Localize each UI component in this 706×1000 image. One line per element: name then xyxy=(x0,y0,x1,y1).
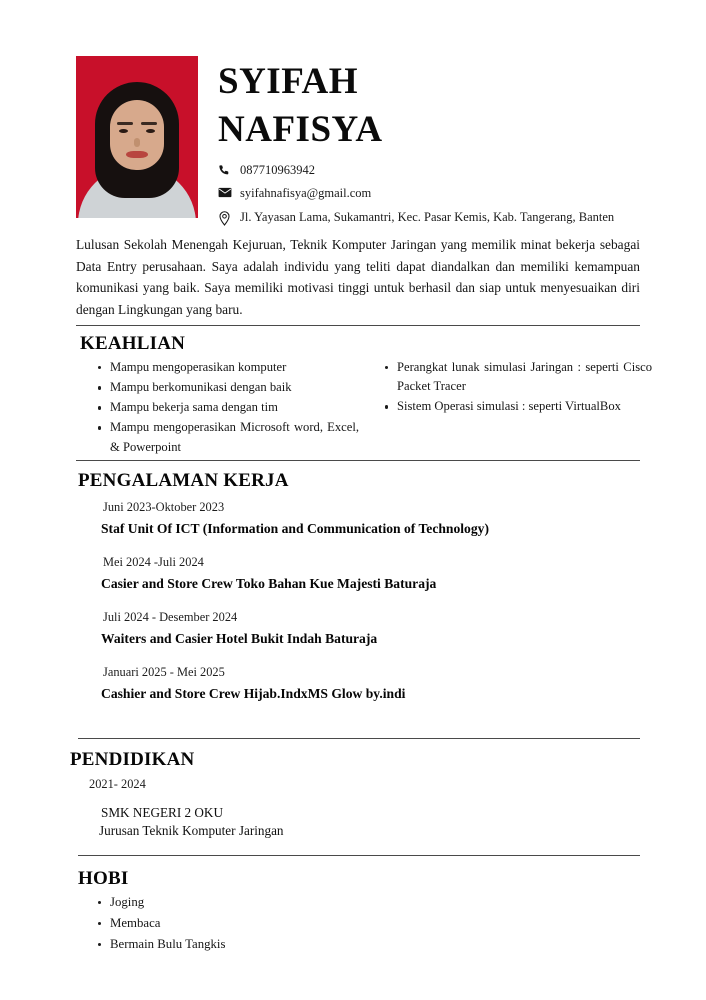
photo-eye-right xyxy=(146,129,155,133)
candidate-first-name: SYIFAH xyxy=(218,61,359,102)
list-item: Mampu mengoperasikan Microsoft word, Excel, & Powerpoint xyxy=(110,418,359,456)
divider-experience xyxy=(76,460,640,461)
candidate-last-name: NAFISYA xyxy=(218,109,383,151)
experience-date: Januari 2025 - Mei 2025 xyxy=(103,665,225,679)
list-item: Mampu berkomunikasi dengan baik xyxy=(110,378,359,397)
experience-item xyxy=(101,555,641,592)
experience-item xyxy=(101,665,641,702)
list-item: Joging xyxy=(110,893,476,913)
education-school: SMK NEGERI 2 OKU xyxy=(101,805,223,820)
header-text-block xyxy=(218,56,642,232)
section-heading-skills: KEAHLIAN xyxy=(80,333,186,354)
experience-item xyxy=(101,500,641,537)
hobbies-list xyxy=(76,893,476,955)
section-heading-education: PENDIDIKAN xyxy=(70,749,195,770)
list-item: Sistem Operasi simulasi : seperti VirtualBox xyxy=(397,397,652,416)
contact-address xyxy=(218,209,642,226)
section-heading-experience: PENGALAMAN KERJA xyxy=(78,470,289,491)
contact-email xyxy=(218,185,642,202)
experience-title: Staf Unit Of ICT (Information and Communication of Technology) xyxy=(101,521,489,536)
phone-number: 087710963942 xyxy=(240,163,315,178)
email-address: syifahnafisya@gmail.com xyxy=(240,186,372,201)
divider-skills xyxy=(76,325,640,326)
experience-section xyxy=(101,500,641,720)
location-pin-icon xyxy=(218,209,240,226)
skills-section xyxy=(76,358,652,458)
divider-hobbies xyxy=(78,855,640,856)
list-item: Mampu bekerja sama dengan tim xyxy=(110,398,359,417)
experience-title: Cashier and Store Crew Hijab.IndxMS Glow by.indi xyxy=(101,686,406,701)
phone-icon xyxy=(218,162,240,179)
skills-column-left xyxy=(76,358,359,458)
education-year: 2021- 2024 xyxy=(89,777,146,791)
skills-column-right xyxy=(359,358,652,458)
experience-item xyxy=(101,610,641,647)
experience-title: Casier and Store Crew Toko Bahan Kue Majesti Baturaja xyxy=(101,576,437,591)
photo-eyebrow-left xyxy=(117,122,133,125)
list-item: Mampu mengoperasikan komputer xyxy=(110,358,359,377)
photo-eyebrow-right xyxy=(141,122,157,125)
hobbies-section xyxy=(76,893,476,956)
photo-mouth xyxy=(126,151,148,158)
contact-phone xyxy=(218,162,642,179)
photo-face xyxy=(110,100,164,170)
contact-list xyxy=(218,162,642,226)
resume-header xyxy=(76,56,642,232)
envelope-icon xyxy=(218,185,240,202)
education-major: Jurusan Teknik Komputer Jaringan xyxy=(99,823,284,838)
profile-photo xyxy=(76,56,198,218)
address-text: Jl. Yayasan Lama, Sukamantri, Kec. Pasar Kemis, Kab. Tangerang, Banten xyxy=(240,209,615,224)
education-section xyxy=(89,777,589,839)
experience-date: Mei 2024 -Juli 2024 xyxy=(103,555,204,569)
photo-nose xyxy=(134,138,140,147)
experience-date: Juni 2023-Oktober 2023 xyxy=(103,500,225,514)
skills-list-right xyxy=(369,358,652,416)
experience-date: Juli 2024 - Desember 2024 xyxy=(103,610,238,624)
photo-eye-left xyxy=(119,129,128,133)
professional-summary: Lulusan Sekolah Menengah Kejuruan, Teknik Komputer Jaringan yang memilik minat bekerja sebagai Data Entry perusahaan. Saya adalah individu yang teliti dapat diandalkan dan memiliki kemampuan komunikasi yang baik. Saya memiliki motivasi tinggi untuk berhasil dan siap untuk menyesuaikan diri dengan Lingkungan yang baru. xyxy=(76,237,640,318)
list-item: Perangkat lunak simulasi Jaringan : seperti Cisco Packet Tracer xyxy=(397,358,652,396)
list-item: Bermain Bulu Tangkis xyxy=(110,935,476,955)
experience-title: Waiters and Casier Hotel Bukit Indah Baturaja xyxy=(101,631,378,646)
list-item: Membaca xyxy=(110,914,476,934)
skills-list-left xyxy=(76,358,359,457)
section-heading-hobbies: HOBI xyxy=(78,868,129,889)
divider-education xyxy=(78,738,640,739)
